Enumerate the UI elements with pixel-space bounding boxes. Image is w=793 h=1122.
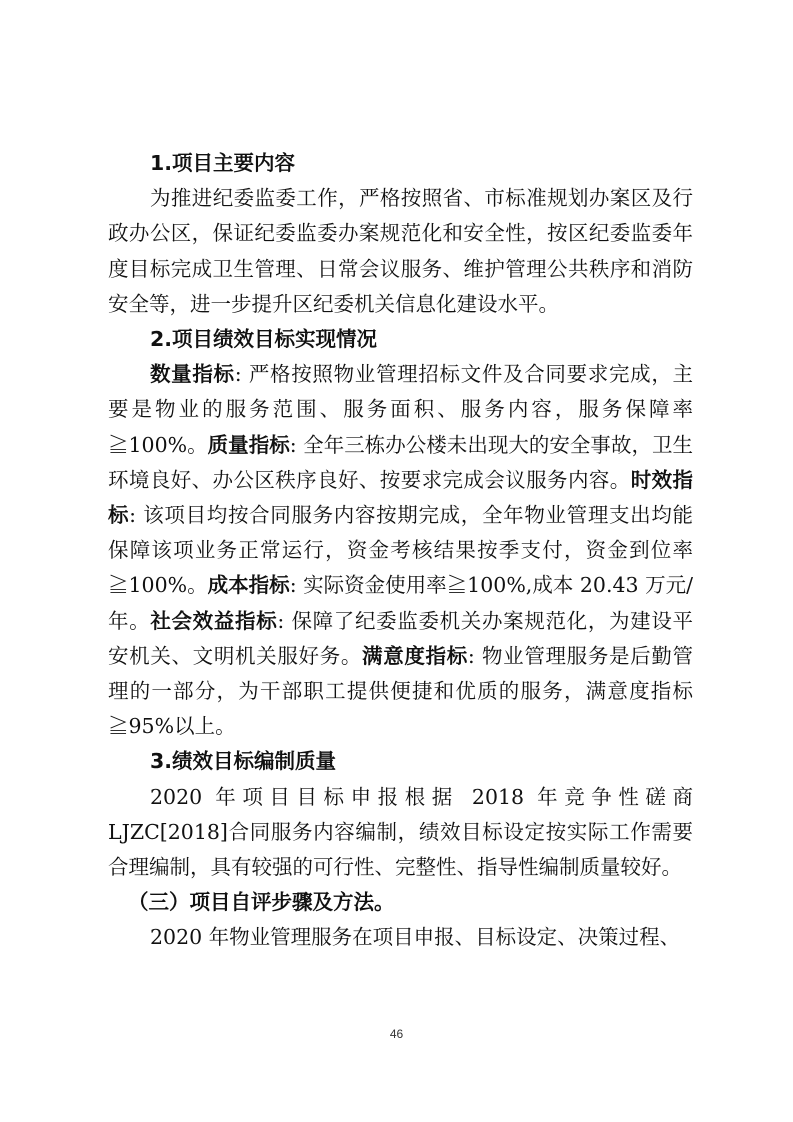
section-4-heading: （三）项目自评步骤及方法。	[128, 890, 395, 915]
satisfaction-indicator-text: : 物业管理服务是后勤管理的一部分，为干部职工提供便捷和优质的服务，满意度指标≧95%以上。	[108, 643, 694, 739]
timeliness-indicator-text: : 该项目均按合同服务内容按期完成，全年物业管理支出均能保障该项业务正常运行，资金考核结果按季支付，资金到位率≧100%。	[108, 503, 694, 598]
quality-indicator-label: 质量指标	[207, 432, 290, 457]
quantity-indicator-label: 数量指标	[150, 362, 235, 387]
section-2-heading: 2.项目绩效目标实现情况	[150, 327, 378, 352]
timeliness-indicator-label: 时效指标	[108, 467, 694, 528]
cost-indicator-text: : 实际资金使用率≧100%,成本 20.43 万元/年。	[108, 573, 694, 633]
page-number: 46	[389, 1027, 404, 1041]
section-1-paragraph: 为推进纪委监委工作，严格按照省、市标准规划办案区及行政办公区，保证纪委监委办案规范化和安全性，按区纪委监委年度目标完成卫生管理、日常会议服务、维护管理公共秩序和消防安全等，进一步提升区纪委机关信息化建设水平。	[108, 186, 693, 316]
quantity-indicator-text: : 严格按照物业管理招标文件及合同要求完成，主要是物业的服务范围、服务面积、服务内容，服务保障率≧100%。	[108, 362, 694, 457]
section-3-heading: 3.绩效目标编制质量	[150, 749, 337, 774]
page-content	[108, 146, 693, 956]
social-benefit-indicator-label: 社会效益指标	[150, 608, 278, 633]
section-3-paragraph: 2020 年项目目标申报根据 2018 年竞争性磋商 LJZC[2018]合同服务内容编制，绩效目标设定按实际工作需要合理编制，具有较强的可行性、完整性、指导性编制质量较好。	[108, 784, 693, 880]
section-1-heading: 1.项目主要内容	[150, 151, 296, 175]
satisfaction-indicator-label: 满意度指标	[362, 643, 468, 668]
social-benefit-indicator-text: : 保障了纪委监委机关办案规范化，为建设平安机关、文明机关服好务。	[108, 608, 693, 668]
section-4-paragraph: 2020 年物业管理服务在项目申报、目标设定、决策过程、	[150, 925, 681, 950]
section-2-paragraph	[108, 357, 693, 744]
cost-indicator-label: 成本指标	[207, 573, 290, 598]
quality-indicator-text: : 全年三栋办公楼未出现大的安全事故，卫生环境良好、办公区秩序良好、按要求完成会议服务内容。	[108, 432, 694, 492]
